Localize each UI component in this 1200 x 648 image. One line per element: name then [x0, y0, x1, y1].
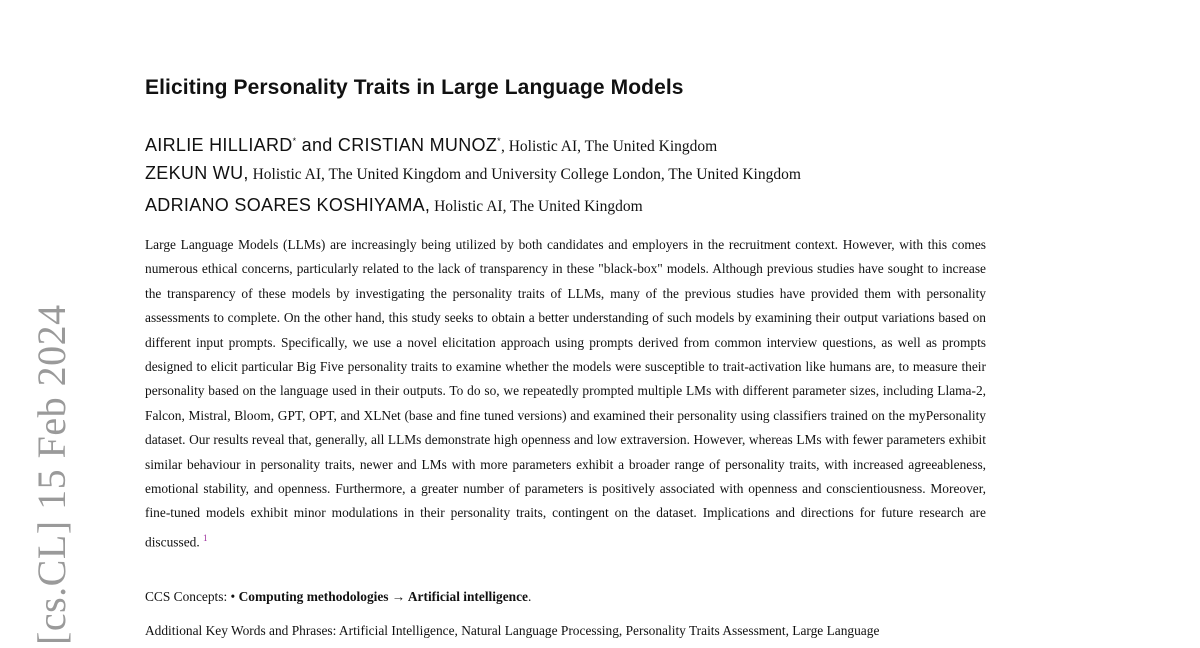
ccs-concept: Computing methodologies → Artificial intelligence: [238, 589, 528, 604]
author-line: [145, 192, 1105, 224]
author-name: ADRIANO SOARES KOSHIYAMA,: [145, 195, 431, 215]
equal-contribution-mark: *: [292, 136, 297, 146]
author-list: [145, 128, 1105, 224]
abstract-text: Large Language Models (LLMs) are increasingly being utilized by both candidates and employers in the recruitment context. However, with this comes numerous ethical concerns, particularly related to the lack of transparency in these "black-box" models. Although previous studies have sought to increase the transparency of these models by investigating the personality traits of LLMs, many of the previous studies have provided them with personality assessments to complete. On the other hand, this study seeks to obtain a better understanding of such models by examining their output variations based on different input prompts. Specifically, we use a novel elicitation approach using prompts derived from common interview questions, as well as prompts designed to elicit particular Big Five personality traits to examine whether the models were susceptible to trait-activation like humans are, to measure their personality based on the language used in their outputs. To do so, we repeatedly prompted multiple LMs with different parameter sizes, including Llama-2, Falcon, Mistral, Bloom, GPT, OPT, and XLNet (base and fine tuned versions) and examined their personality using classifiers trained on the myPersonality dataset. Our results reveal that, generally, all LLMs demonstrate high openness and low extraversion. However, whereas LMs with fewer parameters exhibit similar behaviour in personality traits, newer and LMs with more parameters exhibit a broader range of personality traits, with increased agreeableness, emotional stability, and openness. Furthermore, a greater number of parameters is positively associated with openness and conscientiousness. Moreover, fine-tuned models exhibit minor modulations in their personality traits, contingent on the dataset. Implications and directions for future research are discussed.: [145, 237, 986, 550]
paper-title: Eliciting Personality Traits in Large Language Models: [145, 76, 684, 99]
keywords: Additional Key Words and Phrases: Artificial Intelligence, Natural Language Processing, Personality Traits Assessment, Large Language: [145, 623, 880, 638]
equal-contribution-mark: *: [497, 136, 501, 146]
arxiv-sidebar-stamp: [cs.CL] 15 Feb 2024: [29, 304, 74, 645]
author-name: CRISTIAN MUNOZ: [337, 135, 498, 155]
author-line: [145, 128, 1105, 160]
author-joiner: and: [296, 135, 338, 155]
abstract: [145, 233, 986, 555]
author-affiliation: Holistic AI, The United Kingdom and University College London, The United Kingdom: [248, 166, 801, 183]
footnote-mark[interactable]: 1: [203, 532, 208, 543]
ccs-end: .: [527, 589, 532, 604]
author-name: ZEKUN WU,: [145, 163, 249, 183]
author-line: [145, 160, 1105, 192]
author-affiliation: , Holistic AI, The United Kingdom: [500, 138, 718, 155]
author-name: AIRLIE HILLIARD: [145, 135, 293, 155]
ccs-concepts: [145, 586, 531, 608]
ccs-label: CCS Concepts: •: [145, 589, 239, 604]
author-affiliation: Holistic AI, The United Kingdom: [430, 198, 643, 215]
